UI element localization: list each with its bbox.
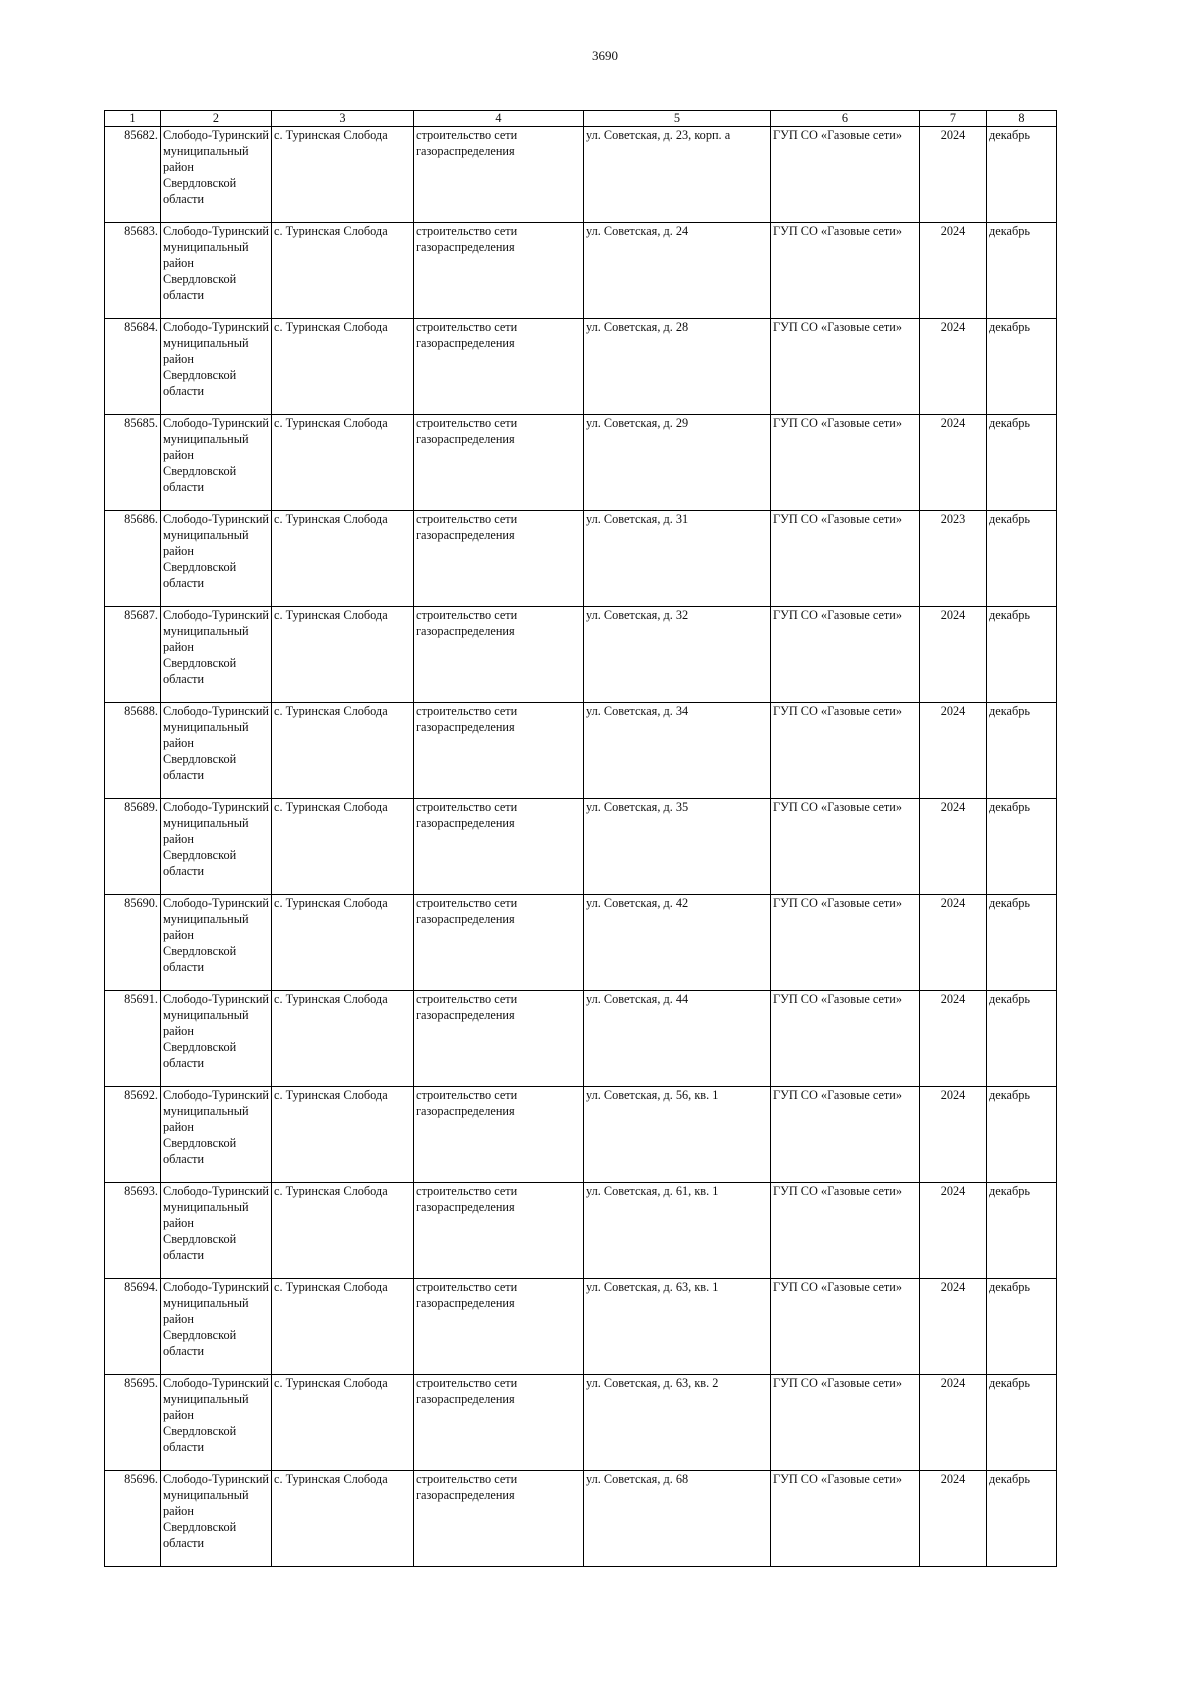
year-cell: 2024 [920, 1183, 987, 1279]
address-cell: ул. Советская, д. 28 [584, 319, 771, 415]
settlement-cell: с. Туринская Слобода [272, 1087, 414, 1183]
organization-cell: ГУП СО «Газовые сети» [771, 1375, 920, 1471]
settlement-cell: с. Туринская Слобода [272, 799, 414, 895]
month-cell: декабрь [987, 415, 1057, 511]
year-cell: 2024 [920, 799, 987, 895]
table-row [105, 415, 1057, 511]
district-cell: Слободо-Туринский муниципальный район Свердловской области [161, 319, 272, 415]
address-cell: ул. Советская, д. 56, кв. 1 [584, 1087, 771, 1183]
work-type-cell: строительство сети газораспределения [414, 895, 584, 991]
registry-table [104, 110, 1057, 1567]
year-cell: 2023 [920, 511, 987, 607]
month-cell: декабрь [987, 319, 1057, 415]
address-cell: ул. Советская, д. 31 [584, 511, 771, 607]
header-row [105, 111, 1057, 127]
month-cell: декабрь [987, 799, 1057, 895]
organization-cell: ГУП СО «Газовые сети» [771, 511, 920, 607]
work-type-cell: строительство сети газораспределения [414, 799, 584, 895]
address-cell: ул. Советская, д. 63, кв. 1 [584, 1279, 771, 1375]
year-cell: 2024 [920, 319, 987, 415]
row-number: 85686. [105, 511, 161, 607]
row-number: 85684. [105, 319, 161, 415]
month-cell: декабрь [987, 1375, 1057, 1471]
organization-cell: ГУП СО «Газовые сети» [771, 895, 920, 991]
row-number: 85694. [105, 1279, 161, 1375]
address-cell: ул. Советская, д. 68 [584, 1471, 771, 1567]
district-cell: Слободо-Туринский муниципальный район Свердловской области [161, 127, 272, 223]
table-row [105, 703, 1057, 799]
table-row [105, 1375, 1057, 1471]
year-cell: 2024 [920, 895, 987, 991]
district-cell: Слободо-Туринский муниципальный район Свердловской области [161, 1375, 272, 1471]
organization-cell: ГУП СО «Газовые сети» [771, 1279, 920, 1375]
month-cell: декабрь [987, 127, 1057, 223]
settlement-cell: с. Туринская Слобода [272, 607, 414, 703]
month-cell: декабрь [987, 991, 1057, 1087]
column-header: 7 [920, 111, 987, 127]
work-type-cell: строительство сети газораспределения [414, 511, 584, 607]
address-cell: ул. Советская, д. 44 [584, 991, 771, 1087]
row-number: 85696. [105, 1471, 161, 1567]
row-number: 85693. [105, 1183, 161, 1279]
district-cell: Слободо-Туринский муниципальный район Свердловской области [161, 703, 272, 799]
organization-cell: ГУП СО «Газовые сети» [771, 223, 920, 319]
address-cell: ул. Советская, д. 32 [584, 607, 771, 703]
work-type-cell: строительство сети газораспределения [414, 415, 584, 511]
settlement-cell: с. Туринская Слобода [272, 319, 414, 415]
year-cell: 2024 [920, 1471, 987, 1567]
settlement-cell: с. Туринская Слобода [272, 1279, 414, 1375]
table-row [105, 127, 1057, 223]
year-cell: 2024 [920, 127, 987, 223]
settlement-cell: с. Туринская Слобода [272, 895, 414, 991]
row-number: 85685. [105, 415, 161, 511]
row-number: 85690. [105, 895, 161, 991]
row-number: 85692. [105, 1087, 161, 1183]
district-cell: Слободо-Туринский муниципальный район Свердловской области [161, 1183, 272, 1279]
table-row [105, 1279, 1057, 1375]
month-cell: декабрь [987, 1087, 1057, 1183]
column-header: 6 [771, 111, 920, 127]
organization-cell: ГУП СО «Газовые сети» [771, 415, 920, 511]
table-row [105, 319, 1057, 415]
district-cell: Слободо-Туринский муниципальный район Свердловской области [161, 223, 272, 319]
organization-cell: ГУП СО «Газовые сети» [771, 1183, 920, 1279]
settlement-cell: с. Туринская Слобода [272, 991, 414, 1087]
address-cell: ул. Советская, д. 35 [584, 799, 771, 895]
column-header: 5 [584, 111, 771, 127]
table-row [105, 895, 1057, 991]
table-row [105, 1183, 1057, 1279]
column-header: 1 [105, 111, 161, 127]
year-cell: 2024 [920, 703, 987, 799]
district-cell: Слободо-Туринский муниципальный район Свердловской области [161, 1471, 272, 1567]
row-number: 85688. [105, 703, 161, 799]
settlement-cell: с. Туринская Слобода [272, 415, 414, 511]
work-type-cell: строительство сети газораспределения [414, 319, 584, 415]
settlement-cell: с. Туринская Слобода [272, 511, 414, 607]
column-header: 4 [414, 111, 584, 127]
row-number: 85695. [105, 1375, 161, 1471]
table-row [105, 1087, 1057, 1183]
district-cell: Слободо-Туринский муниципальный район Свердловской области [161, 1279, 272, 1375]
table-row [105, 1471, 1057, 1567]
organization-cell: ГУП СО «Газовые сети» [771, 1471, 920, 1567]
table-row [105, 991, 1057, 1087]
district-cell: Слободо-Туринский муниципальный район Свердловской области [161, 1087, 272, 1183]
settlement-cell: с. Туринская Слобода [272, 1471, 414, 1567]
settlement-cell: с. Туринская Слобода [272, 127, 414, 223]
address-cell: ул. Советская, д. 23, корп. а [584, 127, 771, 223]
column-header: 3 [272, 111, 414, 127]
year-cell: 2024 [920, 223, 987, 319]
month-cell: декабрь [987, 223, 1057, 319]
organization-cell: ГУП СО «Газовые сети» [771, 319, 920, 415]
address-cell: ул. Советская, д. 61, кв. 1 [584, 1183, 771, 1279]
year-cell: 2024 [920, 1375, 987, 1471]
address-cell: ул. Советская, д. 63, кв. 2 [584, 1375, 771, 1471]
organization-cell: ГУП СО «Газовые сети» [771, 799, 920, 895]
address-cell: ул. Советская, д. 24 [584, 223, 771, 319]
work-type-cell: строительство сети газораспределения [414, 991, 584, 1087]
month-cell: декабрь [987, 1471, 1057, 1567]
work-type-cell: строительство сети газораспределения [414, 703, 584, 799]
district-cell: Слободо-Туринский муниципальный район Свердловской области [161, 895, 272, 991]
settlement-cell: с. Туринская Слобода [272, 223, 414, 319]
address-cell: ул. Советская, д. 29 [584, 415, 771, 511]
work-type-cell: строительство сети газораспределения [414, 127, 584, 223]
district-cell: Слободо-Туринский муниципальный район Свердловской области [161, 607, 272, 703]
table-header [105, 111, 1057, 127]
page-number: 3690 [592, 48, 618, 63]
month-cell: декабрь [987, 1183, 1057, 1279]
organization-cell: ГУП СО «Газовые сети» [771, 991, 920, 1087]
organization-cell: ГУП СО «Газовые сети» [771, 1087, 920, 1183]
table-row [105, 223, 1057, 319]
settlement-cell: с. Туринская Слобода [272, 1183, 414, 1279]
work-type-cell: строительство сети газораспределения [414, 1279, 584, 1375]
table-row [105, 607, 1057, 703]
year-cell: 2024 [920, 991, 987, 1087]
district-cell: Слободо-Туринский муниципальный район Свердловской области [161, 799, 272, 895]
month-cell: декабрь [987, 703, 1057, 799]
district-cell: Слободо-Туринский муниципальный район Свердловской области [161, 511, 272, 607]
organization-cell: ГУП СО «Газовые сети» [771, 703, 920, 799]
work-type-cell: строительство сети газораспределения [414, 1375, 584, 1471]
month-cell: декабрь [987, 511, 1057, 607]
organization-cell: ГУП СО «Газовые сети» [771, 607, 920, 703]
organization-cell: ГУП СО «Газовые сети» [771, 127, 920, 223]
row-number: 85689. [105, 799, 161, 895]
column-header: 2 [161, 111, 272, 127]
district-cell: Слободо-Туринский муниципальный район Свердловской области [161, 991, 272, 1087]
row-number: 85691. [105, 991, 161, 1087]
work-type-cell: строительство сети газораспределения [414, 1087, 584, 1183]
month-cell: декабрь [987, 895, 1057, 991]
year-cell: 2024 [920, 1087, 987, 1183]
address-cell: ул. Советская, д. 34 [584, 703, 771, 799]
work-type-cell: строительство сети газораспределения [414, 1183, 584, 1279]
table-body [105, 127, 1057, 1567]
table-row [105, 799, 1057, 895]
year-cell: 2024 [920, 415, 987, 511]
address-cell: ул. Советская, д. 42 [584, 895, 771, 991]
table-row [105, 511, 1057, 607]
settlement-cell: с. Туринская Слобода [272, 1375, 414, 1471]
settlement-cell: с. Туринская Слобода [272, 703, 414, 799]
month-cell: декабрь [987, 1279, 1057, 1375]
work-type-cell: строительство сети газораспределения [414, 223, 584, 319]
work-type-cell: строительство сети газораспределения [414, 1471, 584, 1567]
district-cell: Слободо-Туринский муниципальный район Свердловской области [161, 415, 272, 511]
column-header: 8 [987, 111, 1057, 127]
row-number: 85683. [105, 223, 161, 319]
work-type-cell: строительство сети газораспределения [414, 607, 584, 703]
year-cell: 2024 [920, 1279, 987, 1375]
year-cell: 2024 [920, 607, 987, 703]
row-number: 85682. [105, 127, 161, 223]
row-number: 85687. [105, 607, 161, 703]
month-cell: декабрь [987, 607, 1057, 703]
